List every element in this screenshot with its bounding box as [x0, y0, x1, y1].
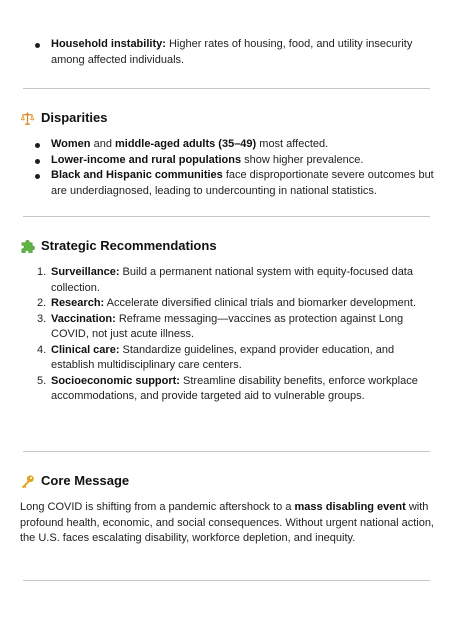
- item-text: face disproportionate severe outcomes but are underdiagnosed, leading to undercounting in national statistics.: [51, 169, 434, 197]
- list-item: [0, 374, 463, 405]
- paragraph-text: Long COVID is shifting from a pandemic aftershock to a: [20, 501, 295, 513]
- item-bold: Socioeconomic support:: [51, 374, 180, 387]
- list-item: [0, 153, 463, 169]
- section-title: Core Message: [41, 473, 130, 488]
- list-item: [0, 296, 463, 312]
- item-number: 1.: [37, 266, 47, 278]
- item-bold: Clinical care:: [51, 343, 120, 356]
- item-bold: Research:: [51, 297, 105, 309]
- item-bold: middle-aged adults (35–49): [115, 138, 257, 150]
- item-number: 2.: [37, 297, 47, 309]
- item-text: Accelerate diversified clinical trials and biomarker development.: [104, 297, 417, 309]
- core-heading: [20, 472, 129, 490]
- item-bold: Black and Hispanic communities: [51, 169, 223, 181]
- core-paragraph: [20, 500, 435, 547]
- item-text: Higher rates of housing, food, and utility insecurity among affected individuals.: [51, 38, 413, 66]
- section-title: Disparities: [41, 110, 108, 125]
- list-item: [0, 265, 463, 296]
- key-icon: [20, 474, 35, 489]
- list-item: [0, 168, 463, 199]
- item-text: Standardize guidelines, expand provider education, and establish multidisciplinary care centers.: [51, 343, 395, 371]
- section-divider: [23, 88, 430, 89]
- recommendations-list: [0, 265, 463, 405]
- recommendations-block: [0, 265, 463, 405]
- item-number: 3.: [37, 312, 47, 325]
- section-divider: [23, 580, 430, 581]
- item-text: Build a permanent national system with equity-focused data collection.: [51, 266, 413, 294]
- list-item: [0, 343, 463, 374]
- item-bold: Women: [51, 138, 91, 150]
- item-bold: Lower-income and rural populations: [51, 153, 242, 166]
- recommendations-heading: [20, 237, 217, 255]
- item-number: 5.: [37, 374, 47, 387]
- item-number: 4.: [37, 343, 47, 356]
- instability-list: [0, 37, 463, 68]
- list-item: [0, 37, 463, 68]
- item-bold: Vaccination:: [51, 312, 116, 325]
- paragraph-bold: mass disabling event: [294, 501, 406, 513]
- item-text: Reframe messaging—vaccines as protection against Long COVID, not just acute illness.: [51, 312, 404, 340]
- list-item: [0, 137, 463, 153]
- disparities-block: [0, 137, 463, 199]
- instability-block: [0, 37, 463, 68]
- item-text: and: [90, 138, 115, 150]
- disparities-heading: [20, 109, 107, 127]
- item-text: Streamline disability benefits, enforce workplace accommodations, and provide targeted aid to vulnerable groups.: [51, 374, 418, 402]
- scales-icon: [20, 111, 35, 126]
- section-divider: [23, 451, 430, 452]
- item-text: show higher prevalence.: [241, 153, 364, 166]
- item-bold: Household instability:: [51, 38, 166, 50]
- paragraph-text: with profound health, economic, and social consequences. Without urgent national action, the U.S. faces escalating disability, workforce depletion, and inequity.: [20, 501, 434, 544]
- section-title: Strategic Recommendations: [41, 238, 217, 253]
- item-bold: Surveillance:: [51, 266, 120, 278]
- item-text: most affected.: [256, 138, 329, 150]
- puzzle-icon: [20, 239, 35, 254]
- section-divider: [23, 216, 430, 217]
- disparities-list: [0, 137, 463, 199]
- list-item: [0, 312, 463, 343]
